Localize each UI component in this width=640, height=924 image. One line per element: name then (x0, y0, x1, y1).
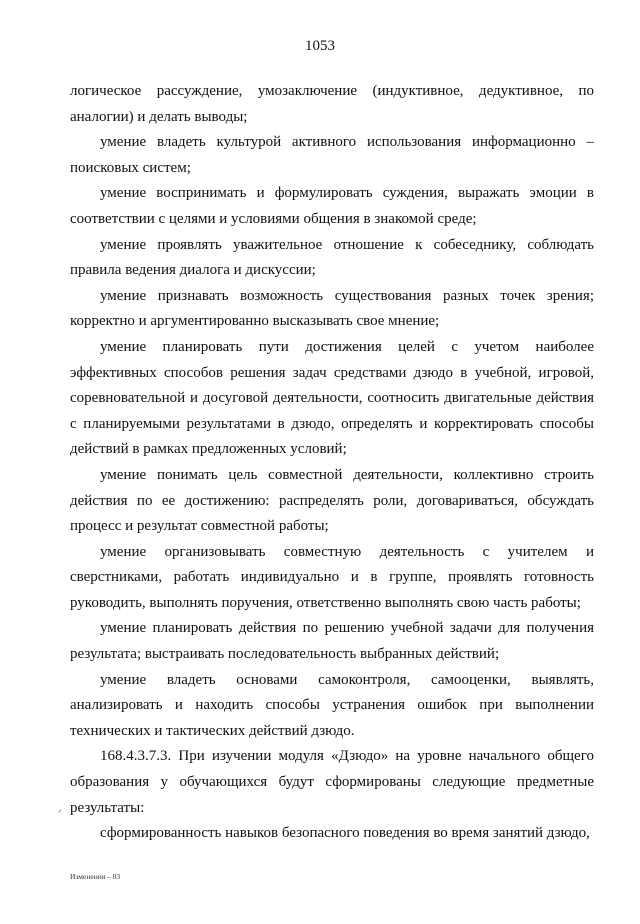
paragraph-4: умение проявлять уважительное отношение к собеседнику, соблюдать правила ведения диалога и дискуссии; (70, 236, 594, 279)
margin-mark: ᐟ (58, 808, 62, 818)
page-number: 1053 (305, 38, 335, 54)
document-body (70, 79, 594, 847)
paragraph-9: умение планировать действия по решению учебной задачи для получения результата; выстраивать последовательность выбранных действий; (70, 620, 594, 663)
paragraph-8: умение организовывать совместную деятельность с учителем и сверстниками, работать индивидуально и в группе, проявлять готовность руководить, выполнять поручения, ответственно выполнять свою часть работы; (70, 543, 594, 611)
footer-note: Изменения – 03 (70, 872, 121, 881)
paragraph-2: умение владеть культурой активного использования информационно – поисковых систем; (70, 134, 594, 176)
paragraph-11: 168.4.3.7.3. При изучении модуля «Дзюдо» на уровне начального общего образования у обучающихся будут сформированы следующие предметные результаты: (70, 748, 594, 816)
paragraph-5: умение признавать возможность существования разных точек зрения; корректно и аргументированно высказывать свое мнение; (70, 287, 594, 330)
paragraph-3: умение воспринимать и формулировать суждения, выражать эмоции в соответствии с целями и условиями общения в знакомой среде; (70, 185, 594, 227)
paragraph-1: логическое рассуждение, умозаключение (индуктивное, дедуктивное, по аналогии) и делать выводы; (70, 83, 594, 125)
paragraph-6: умение планировать пути достижения целей с учетом наиболее эффективных способов решения задач средствами дзюдо в учебной, игровой, соревновательной и досуговой деятельности, соотносить двигательные действия с планируемыми результатами в дзюдо, определять и корректировать способы действий в рамках предложенных условий; (70, 338, 594, 458)
paragraph-7: умение понимать цель совместной деятельности, коллективно строить действия по ее достижению: распределять роли, договариваться, обсуждать процесс и результат совместной работы; (70, 466, 594, 535)
paragraph-10: умение владеть основами самоконтроля, самооценки, выявлять, анализировать и находить способы устранения ошибок при выполнении технических и тактических действий дзюдо. (70, 671, 594, 739)
paragraph-12: сформированность навыков безопасного поведения во время занятий дзюдо, (100, 825, 590, 842)
